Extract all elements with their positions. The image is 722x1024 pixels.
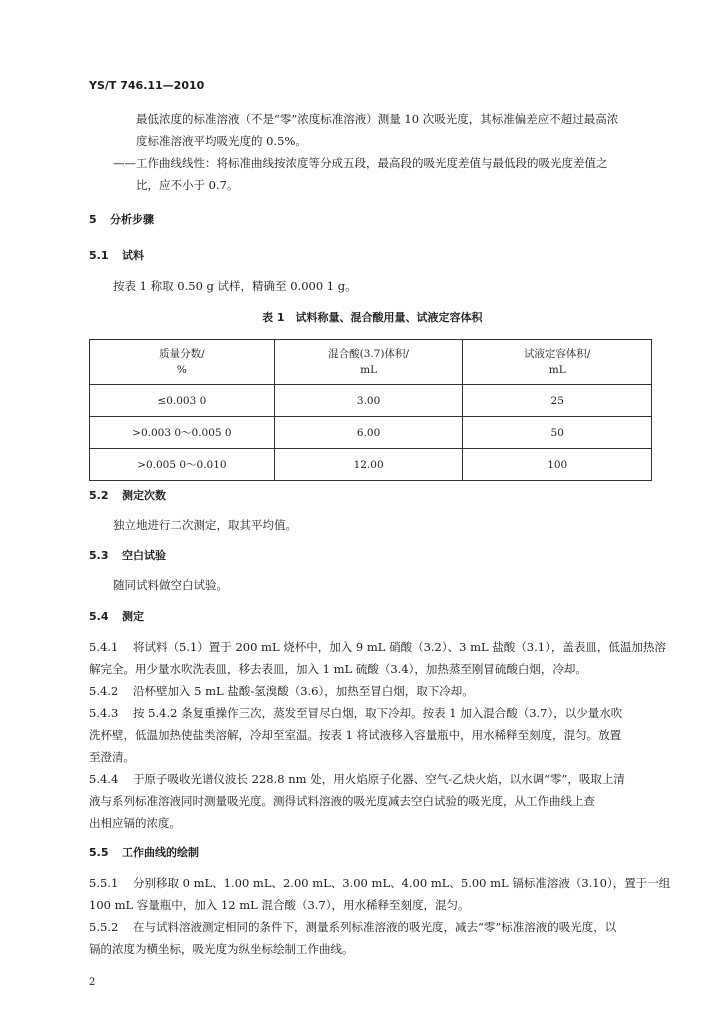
para-5-5-1-line-2: 100 mL 容量瓶中，加入 12 mL 混合酸（3.7），用水稀释至刻度，混匀。 xyxy=(89,898,470,912)
table-cell: 50 xyxy=(463,417,652,449)
section-5-3-text: 随同试料做空白试验。 xyxy=(113,578,228,592)
sample-table xyxy=(89,339,652,481)
section-5-3-number: 5.3 xyxy=(89,549,109,562)
para-5-4-2-number: 5.4.2 xyxy=(89,684,119,698)
table-cell: 3.00 xyxy=(274,385,463,417)
para-5-4-3-line-2: 洗杯壁，低温加热使盐类溶解，冷却至室温。按表 1 将试液移入容量瓶中，用水稀释至刻度，混匀。放置 xyxy=(89,728,622,742)
section-5-number: 5 xyxy=(89,213,97,226)
para-5-5-2-line-2: 镉的浓度为横坐标，吸光度为纵坐标绘制工作曲线。 xyxy=(89,942,354,956)
para-5-5-2-line-1: 在与试料溶液测定相同的条件下，测量系列标准溶液的吸光度，减去“零”标准溶液的吸光度，以 xyxy=(133,920,617,934)
table-cell: 100 xyxy=(463,449,652,481)
section-5-5-title: 工作曲线的绘制 xyxy=(122,846,199,859)
page-number: 2 xyxy=(89,977,96,988)
table-cell: 12.00 xyxy=(274,449,463,481)
table-header-cell: 质量分数/ % xyxy=(90,340,275,385)
para-5-4-3-line-3: 至澄清。 xyxy=(89,750,135,764)
table-cell: 25 xyxy=(463,385,652,417)
table-cell: >0.005 0～0.010 xyxy=(90,449,275,481)
section-5-2-number: 5.2 xyxy=(89,489,109,502)
section-5-5-number: 5.5 xyxy=(89,846,109,859)
para-5-4-3-line-1: 按 5.4.2 条复重操作三次，蒸发至冒尽白烟，取下冷却。按表 1 加入混合酸（3.7），以少量水吹 xyxy=(133,706,623,720)
table-row xyxy=(90,385,652,417)
table-cell: ≤0.003 0 xyxy=(90,385,275,417)
section-5-3-title: 空白试验 xyxy=(122,549,166,562)
table-header-row xyxy=(90,340,652,385)
table-header-cell: 试液定容体积/ mL xyxy=(463,340,652,385)
section-5-1-text: 按表 1 称取 0.50 g 试样，精确至 0.000 1 g。 xyxy=(113,279,357,293)
table-cell: >0.003 0～0.005 0 xyxy=(90,417,275,449)
intro-line-3: ——工作曲线线性：将标准曲线按浓度等分成五段，最高段的吸光度差值与最低段的吸光度差值之 xyxy=(113,156,608,170)
para-5-4-1-line-1: 将试料（5.1）置于 200 mL 烧杯中，加入 9 mL 硝酸（3.2）、3 mL 盐酸（3.1），盖表皿，低温加热溶 xyxy=(133,640,666,654)
section-5-1-title: 试料 xyxy=(122,249,144,262)
para-5-4-2-line-1: 沿杯壁加入 5 mL 盐酸-氢溴酸（3.6），加热至冒白烟，取下冷却。 xyxy=(133,684,474,698)
table-caption: 表 1 试料称量、混合酸用量、试液定容体积 xyxy=(262,311,483,324)
section-5-title: 分析步骤 xyxy=(110,213,154,226)
section-5-4-number: 5.4 xyxy=(89,610,109,623)
intro-line-2: 度标准溶液平均吸光度的 0.5%。 xyxy=(136,134,307,148)
para-5-4-3-number: 5.4.3 xyxy=(89,706,119,720)
section-5-2-text: 独立地进行二次测定，取其平均值。 xyxy=(113,518,297,532)
section-5-2-title: 测定次数 xyxy=(122,489,166,502)
para-5-4-4-line-2: 液与系列标准溶液同时测量吸光度。测得试料溶液的吸光度减去空白试验的吸光度，从工作曲线上查 xyxy=(89,794,595,808)
para-5-5-1-line-1: 分别移取 0 mL、1.00 mL、2.00 mL、3.00 mL、4.00 mL、5.00 mL 镉标准溶液（3.10），置于一组 xyxy=(133,876,671,890)
section-5-4-title: 测定 xyxy=(122,610,144,623)
table-cell: 6.00 xyxy=(274,417,463,449)
para-5-4-4-number: 5.4.4 xyxy=(89,772,119,786)
para-5-4-4-line-1: 于原子吸收光谱仪波长 228.8 nm 处，用火焰原子化器、空气-乙炔火焰，以水调“零”，吸取上清 xyxy=(133,772,625,786)
para-5-4-4-line-3: 出相应镉的浓度。 xyxy=(89,816,181,830)
intro-line-4: 比，应不小于 0.7。 xyxy=(136,178,239,192)
para-5-4-1-number: 5.4.1 xyxy=(89,640,119,654)
para-5-4-1-line-2: 解完全。用少量水吹洗表皿，移去表皿，加入 1 mL 硫酸（3.4），加热蒸至刚冒硫酸白烟，冷却。 xyxy=(89,662,587,676)
table-row xyxy=(90,417,652,449)
table-header-cell: 混合酸(3.7)体积/ mL xyxy=(274,340,463,385)
para-5-5-2-number: 5.5.2 xyxy=(89,920,119,934)
para-5-5-1-number: 5.5.1 xyxy=(89,876,119,890)
table-row xyxy=(90,449,652,481)
section-5-1-number: 5.1 xyxy=(89,249,109,262)
intro-line-1: 最低浓度的标准溶液（不是“零”浓度标准溶液）测量 10 次吸光度，其标准偏差应不超过最高浓 xyxy=(136,112,619,126)
document-id: YS/T 746.11—2010 xyxy=(89,79,205,92)
